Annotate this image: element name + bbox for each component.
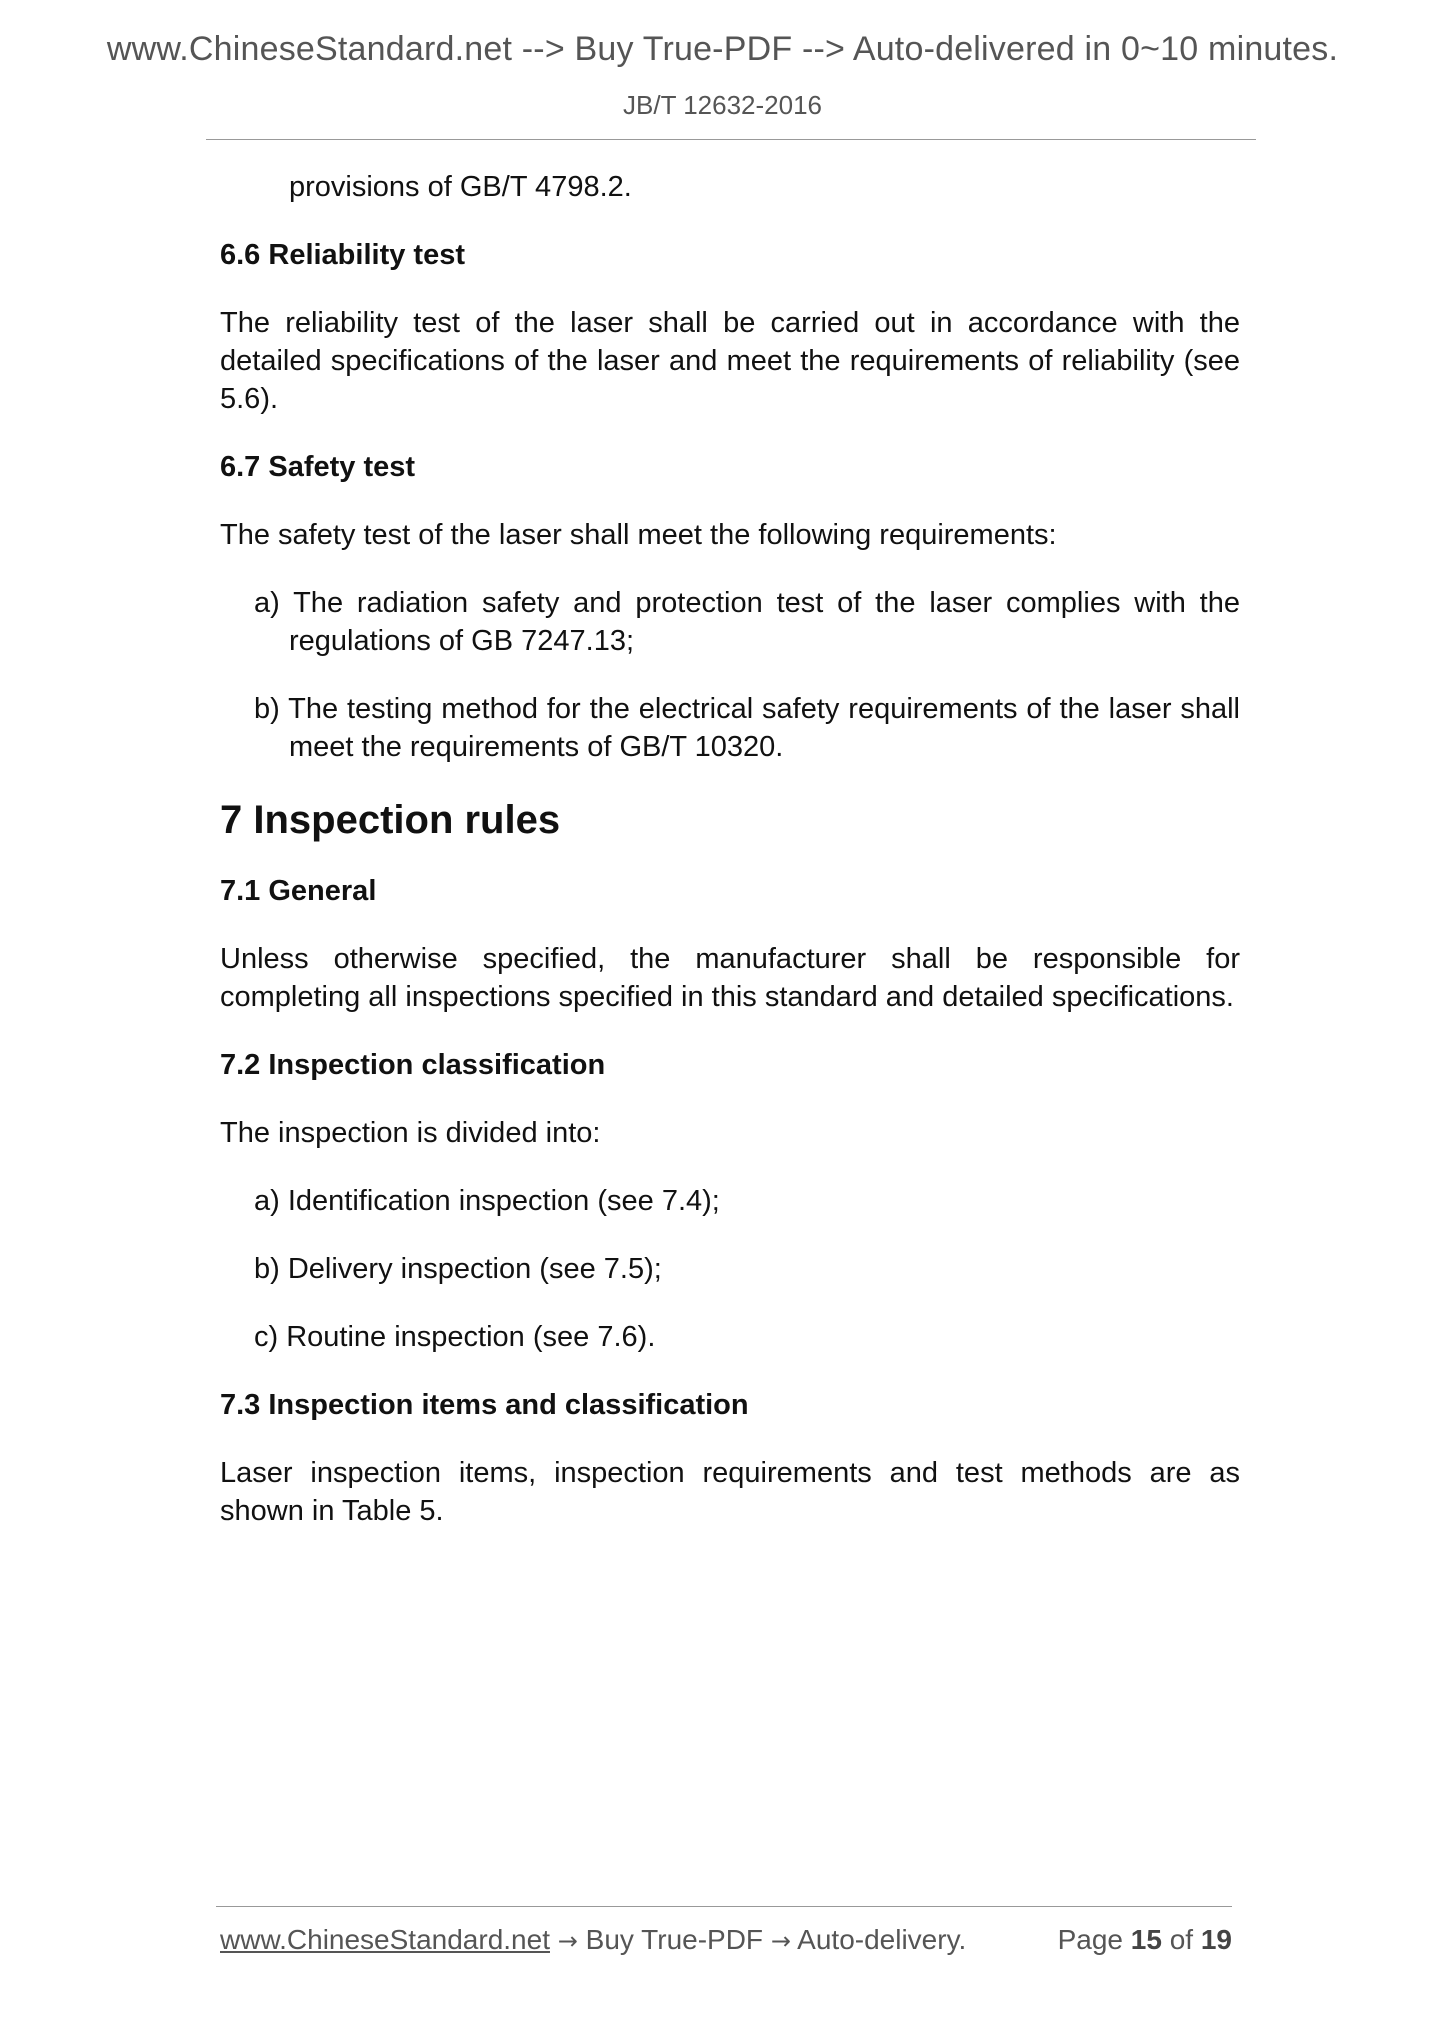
list-item: b) Delivery inspection (see 7.5); [254,1253,662,1285]
footer-divider [216,1906,1232,1907]
section-6-6-heading: 6.6 Reliability test [220,239,465,271]
header-divider [206,139,1256,140]
section-7-heading: 7 Inspection rules [220,798,561,842]
of-label: of [1169,1924,1194,1955]
top-banner: www.ChineseStandard.net --> Buy True-PDF --> Auto-delivered in 0~10 minutes. [106,30,1339,68]
section-7-3-heading: 7.3 Inspection items and classification [220,1389,749,1421]
delivery-text: Auto-delivery. [797,1924,967,1955]
arrow-right-icon: → [770,1927,791,1955]
section-6-7-heading: 6.7 Safety test [220,451,416,483]
list-item: a) The radiation safety and protection test of the laser complies with the regulations of GB 7247.13; [254,587,1240,657]
list-item: c) Routine inspection (see 7.6). [254,1321,656,1353]
section-7-2-heading: 7.2 Inspection classification [220,1049,606,1081]
continuation-text: provisions of GB/T 4798.2. [289,171,632,203]
section-6-7-intro: The safety test of the laser shall meet the following requirements: [220,519,1057,551]
section-7-1-heading: 7.1 General [220,875,377,907]
page-indicator [1058,1924,1232,1956]
list-item: b) The testing method for the electrical safety requirements of the laser shall meet the requirements of GB/T 10320. [254,693,1240,763]
list-item: a) Identification inspection (see 7.4); [254,1185,720,1217]
document-number: JB/T 12632-2016 [623,90,822,120]
buy-text: Buy True-PDF [585,1924,764,1955]
site-link[interactable]: www.ChineseStandard.net [220,1924,550,1955]
section-7-1-text: Unless otherwise specified, the manufacturer shall be responsible for completing all inspections specified in this standard and detailed specifications. [220,943,1240,1013]
arrow-right-icon: → [557,1927,578,1955]
section-7-3-text: Laser inspection items, inspection requirements and test methods are as shown in Table 5. [220,1457,1240,1527]
section-7-2-intro: The inspection is divided into: [220,1117,601,1149]
current-page: 15 [1130,1924,1162,1955]
page-footer [220,1924,1232,1964]
page-content [220,168,1240,1560]
page-label: Page [1057,1924,1123,1955]
section-6-6-text: The reliability test of the laser shall be carried out in accordance with the detailed specifications of the laser and meet the requirements of reliability (see 5.6). [220,307,1240,415]
total-pages: 19 [1200,1924,1232,1955]
footer-left [220,1924,966,1956]
